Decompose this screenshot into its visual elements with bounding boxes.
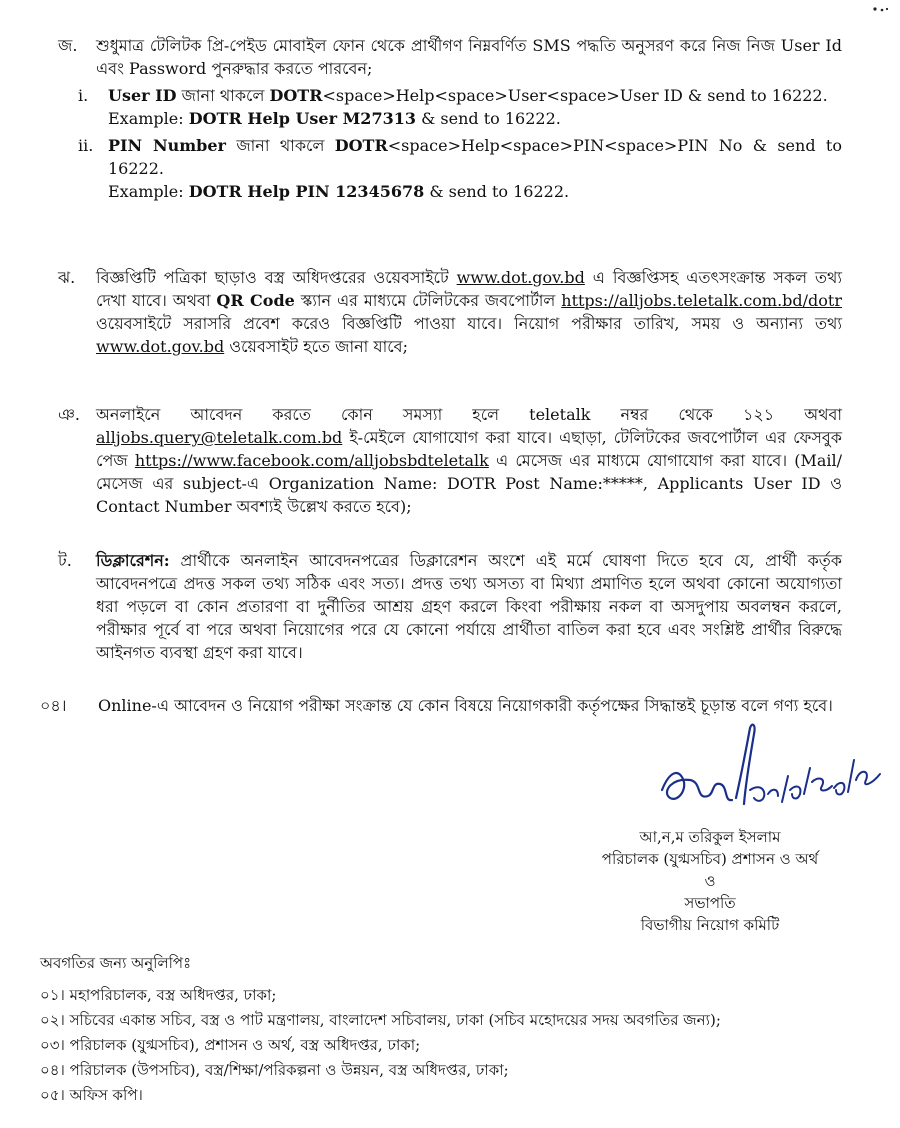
- paragraph-04-text: Online-এ আবেদন ও নিয়োগ পরীক্ষা সংক্রান্ত যে কোন বিষয়ে নিয়োগকারী কর্তৃপক্ষের সিদ্ধান্তই চূড়ান্ত বলে গণ্য হবে।: [98, 696, 833, 715]
- pin-number-label: PIN Number: [108, 136, 226, 155]
- roman-marker: ii.: [78, 136, 94, 155]
- text-segment: বিজ্ঞপ্তিটি পত্রিকা ছাড়াও বস্ত্র অধিদপ্তরের ওয়েবসাইটে: [96, 268, 449, 287]
- example-tail: & send to 16222.: [429, 182, 570, 201]
- item-jha-intro: শুধুমাত্র টেলিটক প্রি-পেইড মোবাইল ফোন থেকে প্রার্থীগণ নিম্নবর্ণিত SMS পদ্ধতি অনুসরণ করে নিজ নিজ User Id এবং Password পুনরুদ্ধার করতে পারবেন;: [96, 36, 842, 78]
- qr-code-label: QR Code: [216, 291, 295, 310]
- copy-to-item: ০১। মহাপরিচালক, বস্ত্র অধিদপ্তর, ঢাকা;: [40, 986, 277, 1004]
- ink-mark: [872, 6, 890, 12]
- example-label: Example:: [108, 182, 184, 201]
- text-segment: এ মেসেজ এর মাধ্যমে যোগাযোগ করা যাবে। (Mail/মেসেজ এর subject-এ Organization Name: DOTR Post Name:*****, Applicants User ID ও Contact Number অবশ্যই উল্লেখ করতে হবে);: [96, 451, 842, 516]
- dot-website-link-2[interactable]: www.dot.gov.bd: [96, 337, 225, 356]
- sms-keyword: DOTR: [334, 136, 388, 155]
- example-line-ii: [108, 180, 842, 203]
- facebook-page-link[interactable]: https://www.facebook.com/alljobsbdteletalk: [134, 451, 489, 470]
- example-tail: & send to 16222.: [421, 109, 561, 128]
- item-ta-text: [96, 549, 842, 664]
- example-command: DOTR Help User M27313: [188, 109, 416, 128]
- signatory-committee: বিভাগীয় নিয়োগ কমিটি: [640, 916, 780, 934]
- sub-item-ii-text: [108, 134, 842, 180]
- item-nya-text: [96, 403, 842, 518]
- handwritten-signature: [650, 720, 890, 830]
- text-segment: অনলাইনে আবেদন করতে কোন সমস্যা হলে teletalk নম্বর থেকে ১২১ অথবা: [96, 405, 842, 424]
- sub-text: জানা থাকলে: [181, 86, 265, 105]
- user-id-label: User ID: [108, 86, 177, 105]
- example-command: DOTR Help PIN 12345678: [188, 182, 425, 201]
- item-marker: জ.: [58, 36, 78, 55]
- item-ta: [58, 549, 842, 664]
- paragraph-marker: ০৪।: [40, 696, 67, 715]
- example-line-i: [108, 107, 842, 130]
- query-email-link[interactable]: alljobs.query@teletalk.com.bd: [96, 428, 343, 447]
- roman-marker: i.: [78, 86, 89, 105]
- example-label: Example:: [108, 109, 184, 128]
- copy-to-list: [40, 983, 721, 1108]
- copy-to-item: ০৪। পরিচালক (উপসচিব), বস্ত্র/শিক্ষা/পরিকল্পনা ও উন্নয়ন, বস্ত্র অধিদপ্তর, ঢাকা;: [40, 1061, 509, 1079]
- text-segment: ওয়েবসাইটে সরাসরি প্রবেশ করেও বিজ্ঞপ্তিটি পাওয়া যাবে। নিয়োগ পরীক্ষার তারিখ, সময় ও অন্যান্য তথ্য: [96, 314, 842, 333]
- item-marker: ট.: [58, 551, 72, 570]
- item-jha: [58, 34, 842, 203]
- signature-block: [590, 826, 830, 936]
- sub-text: জানা থাকলে: [236, 136, 325, 155]
- declaration-text: প্রার্থীকে অনলাইন আবেদনপত্রের ডিক্লারেশন অংশে এই মর্মে ঘোষণা দিতে হবে যে, প্রার্থী কর্তৃক আবেদনপত্রে প্রদত্ত সকল তথ্য সঠিক এবং সত্য। প্রদত্ত তথ্য অসত্য বা মিথ্যা প্রমাণিত হলে অথবা কোনো অযোগ্যতা ধরা পড়লে বা কোন প্রতারণা বা দুর্নীতির আশ্রয় গ্রহণ করলে কিংবা পরীক্ষায় নকল বা অসদুপায় অবলম্বন করলে, পরীক্ষার পূর্বে বা পরে অথবা নিয়োগের পরে যে কোনো পর্যায়ে প্রার্থীতা বাতিল করা হবে এবং সংশ্লিষ্ট প্রার্থীর বিরুদ্ধে আইনগত ব্যবস্থা গ্রহণ করা যাবে।: [96, 551, 843, 662]
- signatory-and: ও: [704, 872, 716, 890]
- copy-to-item: ০৫। অফিস কপি।: [40, 1086, 143, 1104]
- signatory-name: আ,ন,ম তরিকুল ইসলাম: [639, 828, 781, 846]
- sms-command: <space>Help<space>PIN<space>PIN No & send to 16222.: [108, 136, 842, 178]
- text-segment: স্ক্যান এর মাধ্যমে টেলিটকের জবপোর্টাল: [300, 291, 556, 310]
- copy-to-title: অবগতির জন্য অনুলিপিঃ: [40, 954, 192, 972]
- item-marker: ঞ.: [58, 405, 80, 424]
- declaration-label: ডিক্লারেশন:: [96, 551, 170, 570]
- item-jha2: [58, 266, 842, 358]
- signatory-role: সভাপতি: [684, 894, 736, 912]
- item-marker: ঝ.: [58, 268, 76, 287]
- sub-item-i-text: [108, 84, 842, 107]
- copy-to-item: ০২। সচিবের একান্ত সচিব, বস্ত্র ও পাট মন্ত্রণালয়, বাংলাদেশ সচিবালয়, ঢাকা (সচিব মহোদয়ের সদয় অবগতির জন্য);: [40, 1011, 721, 1029]
- item-nya: [58, 403, 842, 518]
- sms-command: <space>Help<space>User<space>User ID & send to 16222.: [322, 86, 828, 105]
- signatory-designation: পরিচালক (যুগ্মসচিব) প্রশাসন ও অর্থ: [601, 850, 819, 868]
- sms-keyword: DOTR: [269, 86, 323, 105]
- sub-item-ii: [78, 134, 842, 203]
- dot-website-link[interactable]: www.dot.gov.bd: [456, 268, 585, 287]
- text-segment: ই-মেইলে যোগাযোগ করা যাবে। এছাড়া, টেলিটকের জবপোর্টাল এর ফেসবুক পেজ: [96, 428, 842, 470]
- paragraph-04: [40, 694, 860, 717]
- item-jha2-text: [96, 266, 842, 358]
- sub-item-i: [78, 84, 842, 130]
- text-segment: এ বিজ্ঞপ্তিসহ এতৎসংক্রান্ত সকল তথ্য দেখা যাবে। অথবা: [96, 268, 843, 310]
- copy-to-item: ০৩। পরিচালক (যুগ্মসচিব), প্রশাসন ও অর্থ, বস্ত্র অধিদপ্তর, ঢাকা;: [40, 1036, 421, 1054]
- teletalk-portal-link[interactable]: https://alljobs.teletalk.com.bd/dotr: [561, 291, 842, 310]
- text-segment: ওয়েবসাইট হতে জানা যাবে;: [229, 337, 408, 356]
